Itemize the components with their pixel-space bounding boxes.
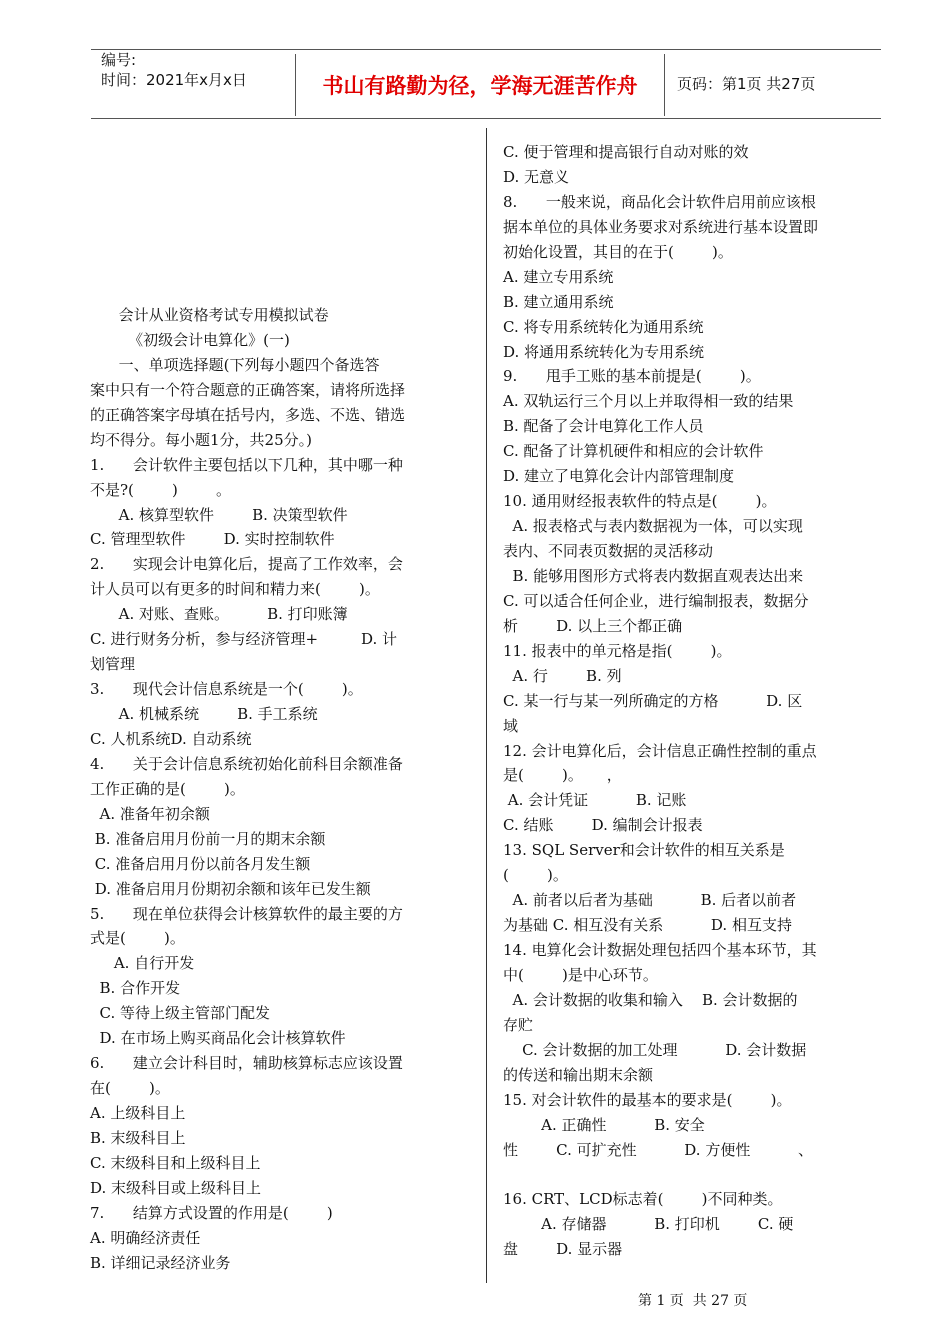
text-line: A. 自行开发 (90, 954, 195, 973)
text-line: B. 准备启用月份前一月的期末余额 (90, 829, 326, 848)
text-line: D. 无意义 (503, 167, 570, 186)
text-line: 表内、不同表页数据的灵活移动 (503, 542, 714, 560)
text-line: C. 将专用系统转化为通用系统 (503, 317, 704, 336)
text-line: C. 配备了计算机硬件和相应的会计软件 (503, 442, 764, 461)
text-line: C. 可以适合任何企业，进行编制报表，数据分 (503, 591, 809, 610)
text-line: 盘 D. 显示器 (503, 1240, 623, 1259)
motto-text: 书山有路勤为径，学海无涯苦作舟 (322, 74, 638, 98)
text-line: 为基础 C. 相互没有关系 D. 相互支持 (503, 916, 792, 935)
doc-number-label: 编号: (101, 51, 137, 69)
text-line: 7. 结算方式设置的作用是( ) (90, 1203, 333, 1222)
text-line: A. 正确性 B. 安全 (503, 1115, 705, 1134)
header-motto (295, 54, 665, 116)
text-line: 是( )。 ， (503, 766, 622, 785)
text-line: 析 D. 以上三个都正确 (503, 616, 683, 635)
text-line: 11. 报表中的单元格是指( )。 (503, 641, 732, 660)
text-line: 10. 通用财经报表软件的特点是( )。 (503, 492, 777, 511)
text-line: 不是?( ) 。 (90, 480, 232, 499)
text-line: A. 核算型软件 B. 决策型软件 (90, 505, 348, 524)
text-line: 12. 会计电算化后，会计信息正确性控制的重点 (503, 741, 817, 760)
text-line: 5. 现在单位获得会计核算软件的最主要的方 (90, 904, 403, 923)
text-line: A. 上级科目上 (90, 1104, 186, 1122)
text-line: A. 准备年初余额 (90, 804, 210, 823)
text-line: 中( )是中心环节。 (503, 965, 658, 984)
left-column (90, 303, 445, 1276)
text-line: C. 某一行与某一列所确定的方格 D. 区 (503, 691, 803, 710)
text-line: 8. 一般来说，商品化会计软件启用前应该根 (503, 192, 816, 211)
text-line: A. 会计凭证 B. 记账 (503, 791, 687, 810)
text-line: B. 能够用图形方式将表内数据直观表达出来 (503, 566, 804, 585)
text-line: 2. 实现会计电算化后，提高了工作效率，会 (90, 555, 403, 574)
text-line: 初始化设置，其目的在于( )。 (503, 242, 733, 261)
text-line: D. 准备启用月份期初余额和该年已发生额 (90, 879, 371, 898)
text-line: C. 便于管理和提高银行自动对账的效 (503, 143, 749, 161)
text-line: A. 机械系统 B. 手工系统 (90, 705, 318, 723)
text-line: 均不得分。每小题1分，共25分。) (90, 430, 312, 449)
text-line: 据本单位的具体业务要求对系统进行基本设置即 (503, 217, 819, 236)
text-line: 3. 现代会计信息系统是一个( )。 (90, 680, 363, 699)
text-line: D. 将通用系统转化为专用系统 (503, 342, 705, 361)
text-line: C. 会计数据的加工处理 D. 会计数据 (503, 1040, 807, 1059)
footer-page-number: 第 1 页 共 27 页 (638, 1293, 748, 1309)
text-line: C. 末级科目和上级科目上 (90, 1153, 261, 1172)
text-line: 1. 会计软件主要包括以下几种，其中哪一种 (90, 455, 403, 474)
text-line: B. 配备了会计电算化工作人员 (503, 417, 704, 436)
text-line: B. 建立通用系统 (503, 292, 614, 311)
text-line: D. 建立了电算化会计内部管理制度 (503, 467, 735, 486)
text-line: C. 进行财务分析，参与经济管理+ D. 计 (90, 630, 397, 649)
text-line: 式是( )。 (90, 929, 185, 948)
text-line: 性 C. 可扩充性 D. 方便性 、 (503, 1140, 814, 1159)
text-line: 《初级会计电算化》(一) (90, 330, 290, 349)
text-line: 16. CRT、LCD标志着( )不同种类。 (503, 1190, 783, 1209)
right-column (503, 140, 861, 1262)
text-line: D. 在市场上购买商品化会计核算软件 (90, 1029, 346, 1048)
text-line: 15. 对会计软件的最基本的要求是( )。 (503, 1090, 792, 1109)
text-line: 域 (503, 716, 519, 735)
text-line: 案中只有一个符合题意的正确答案，请将所选择 (90, 380, 406, 399)
text-line: B. 末级科目上 (90, 1128, 186, 1147)
text-line: A. 明确经济责任 (90, 1228, 201, 1247)
text-line: A. 双轨运行三个月以上并取得相一致的结果 (503, 392, 794, 411)
header-bottom-rule (91, 118, 881, 119)
text-line: C. 管理型软件 D. 实时控制软件 (90, 530, 335, 549)
text-line: A. 存储器 B. 打印机 C. 硬 (503, 1215, 794, 1234)
doc-time-label: 时间：2021年x月x日 (101, 71, 247, 89)
text-line: C. 准备启用月份以前各月发生额 (90, 854, 311, 873)
text-line: 存贮 (503, 1015, 534, 1034)
text-line: A. 对账、查账。 B. 打印账簿 (90, 605, 348, 624)
text-line: 6. 建立会计科目时，辅助核算标志应该设置 (90, 1054, 403, 1073)
text-line: 计人员可以有更多的时间和精力来( )。 (90, 580, 380, 599)
text-line: C. 等待上级主管部门配发 (90, 1004, 271, 1023)
text-line: D. 末级科目或上级科目上 (90, 1178, 262, 1197)
text-line: ( )。 (503, 866, 568, 885)
column-divider (486, 128, 487, 1283)
text-line: 一、单项选择题(下列每小题四个备选答 (90, 355, 380, 374)
text-line: A. 前者以后者为基础 B. 后者以前者 (503, 891, 797, 910)
text-line: B. 详细记录经济业务 (90, 1253, 231, 1272)
text-line: 划管理 (90, 655, 136, 674)
text-line: B. 合作开发 (90, 979, 181, 998)
text-line: 14. 电算化会计数据处理包括四个基本环节，其 (503, 941, 817, 959)
text-line: 会计从业资格考试专用模拟试卷 (90, 306, 329, 324)
text-line: A. 会计数据的收集和输入 B. 会计数据的 (503, 990, 798, 1009)
text-line: C. 人机系统D. 自动系统 (90, 729, 252, 748)
text-line: A. 建立专用系统 (503, 267, 614, 286)
text-line: 4. 关于会计信息系统初始化前科目余额准备 (90, 754, 403, 773)
text-line: C. 结账 D. 编制会计报表 (503, 816, 703, 835)
text-line: 的传送和输出期末余额 (503, 1065, 654, 1084)
header-meta (101, 50, 291, 90)
text-line: 的正确答案字母填在括号内，多选、不选、错选 (90, 405, 406, 424)
text-line (503, 1162, 861, 1187)
text-line: 13. SQL Server和会计软件的相互关系是 (503, 841, 785, 860)
text-line: A. 报表格式与表内数据视为一体，可以实现 (503, 517, 803, 536)
text-line: 工作正确的是( )。 (90, 779, 245, 798)
text-line: 9. 甩手工账的基本前提是( )。 (503, 367, 761, 386)
text-line: A. 行 B. 列 (503, 666, 622, 685)
header-page-label: 页码：第1页 共27页 (677, 75, 816, 93)
text-line: 在( )。 (90, 1079, 170, 1098)
